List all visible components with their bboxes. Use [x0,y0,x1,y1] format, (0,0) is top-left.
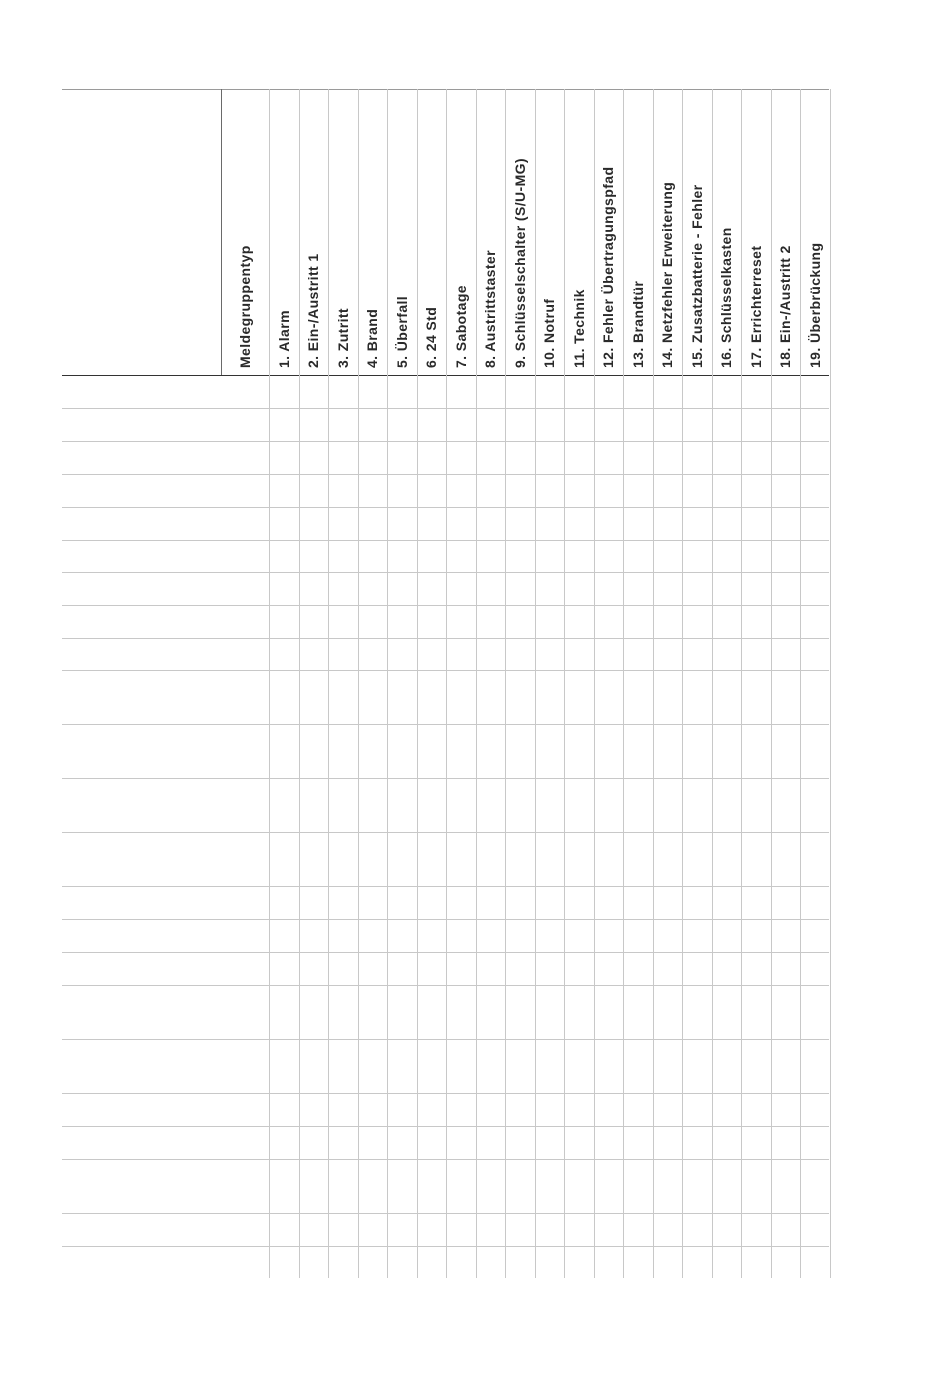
column-header-15: 15. Zusatzbatterie - Fehler [689,184,705,368]
column-divider [358,89,359,1278]
column-divider [299,89,300,1278]
column-header-14: 14. Netzfehler Erweiterung [659,181,675,368]
column-divider [682,89,683,1278]
column-header-8: 8. Austrittstaster [482,250,498,368]
column-divider [712,89,713,1278]
column-header-19: 19. Überbrückung [807,242,823,368]
column-header-6: 6. 24 Std [423,306,439,368]
column-header-10: 10. Notruf [541,298,557,368]
column-header-meldegruppentyp: Meldegruppentyp [237,245,253,368]
column-divider [800,89,801,1278]
column-divider [771,89,772,1278]
column-divider [623,89,624,1278]
column-divider [830,89,831,1278]
column-divider [476,89,477,1278]
column-header-1: 1. Alarm [276,310,292,368]
column-divider [535,89,536,1278]
column-divider [387,89,388,1278]
column-divider [653,89,654,1278]
header-label-divider [221,89,222,375]
column-divider [269,89,270,1278]
column-header-16: 16. Schlüsselkasten [718,227,734,368]
column-header-7: 7. Sabotage [453,285,469,368]
column-header-2: 2. Ein-/Austritt 1 [305,253,321,368]
column-divider [417,89,418,1278]
column-header-5: 5. Überfall [394,295,410,368]
column-header-11: 11. Technik [571,289,587,368]
column-header-3: 3. Zutritt [335,308,351,368]
column-header-12: 12. Fehler Übertragungspfad [600,166,616,368]
column-divider [505,89,506,1278]
column-header-9: 9. Schlüsselschalter (S/U-MG) [512,158,528,368]
column-divider [328,89,329,1278]
column-divider [564,89,565,1278]
column-header-4: 4. Brand [364,308,380,368]
column-divider [741,89,742,1278]
column-header-18: 18. Ein-/Austritt 2 [777,245,793,368]
column-divider [446,89,447,1278]
column-header-13: 13. Brandtür [630,280,646,368]
column-divider [594,89,595,1278]
column-header-17: 17. Errichterreset [748,245,764,368]
